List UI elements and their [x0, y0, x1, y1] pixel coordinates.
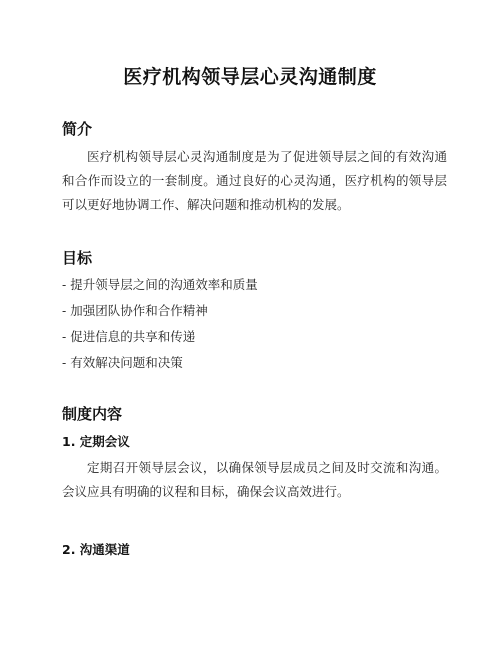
intro-heading: 简介 — [62, 120, 93, 138]
intro-paragraph: 医疗机构领导层心灵沟通制度是为了促进领导层之间的有效沟通和合作而设立的一套制度。通过良好的心灵沟通，医疗机构的领导层可以更好地协调工作、解决问题和推动机构的发展。 — [62, 149, 447, 212]
section-1-heading: 1. 定期会议 — [62, 434, 130, 449]
content-heading: 制度内容 — [62, 405, 123, 423]
list-item: - 有效解决问题和决策 — [62, 355, 183, 370]
list-item: - 促进信息的共享和传递 — [62, 329, 196, 344]
goals-list — [62, 272, 447, 376]
list-item: - 加强团队协作和合作精神 — [62, 303, 208, 318]
list-item: - 提升领导层之间的沟通效率和质量 — [62, 277, 258, 292]
goals-heading: 目标 — [62, 249, 93, 267]
section-1-paragraph: 定期召开领导层会议，以确保领导层成员之间及时交流和沟通。会议应具有明确的议程和目标，确保会议高效进行。 — [62, 460, 447, 499]
page-title: 医疗机构领导层心灵沟通制度 — [123, 66, 377, 88]
section-2-heading: 2. 沟通渠道 — [62, 542, 130, 557]
